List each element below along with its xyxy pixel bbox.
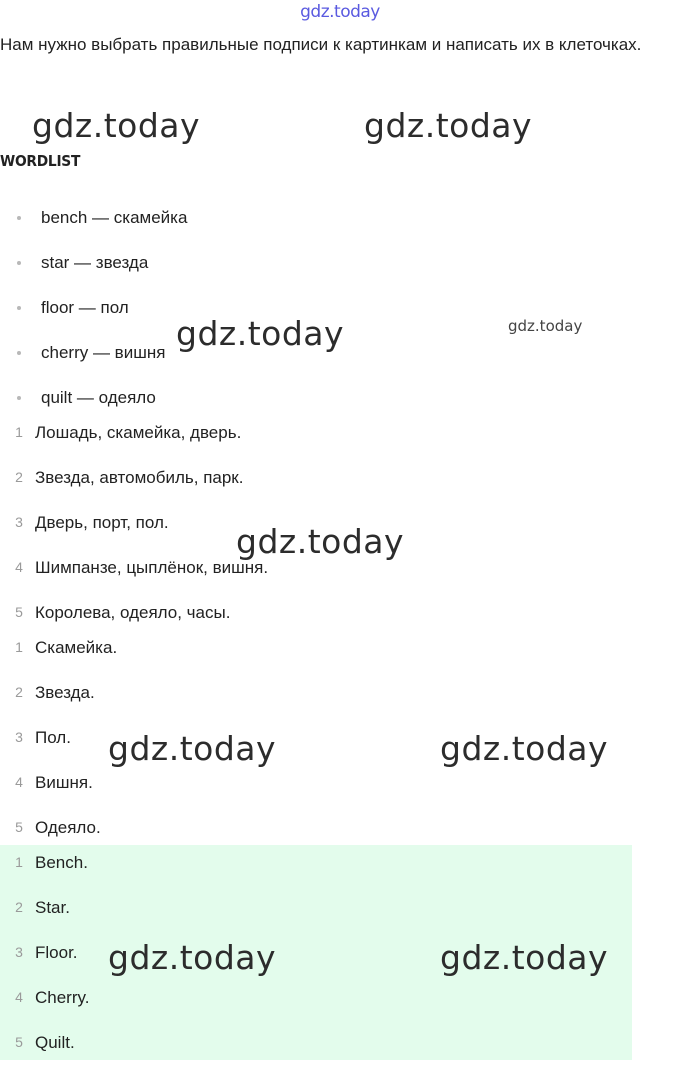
watermark: gdz.today bbox=[440, 729, 609, 768]
wordlist-item-text: floor — пол bbox=[41, 298, 129, 317]
watermark: gdz.today bbox=[176, 314, 345, 353]
wordlist-item bbox=[0, 195, 187, 240]
list-item-number: 1 bbox=[15, 854, 23, 870]
list-item-text: Скамейка. bbox=[35, 638, 118, 657]
list-item bbox=[0, 885, 89, 930]
list-item-text: Quilt. bbox=[35, 1033, 75, 1052]
list-item-number: 3 bbox=[15, 729, 23, 745]
list-item-text: Королева, одеяло, часы. bbox=[35, 603, 231, 622]
list-item bbox=[0, 545, 268, 590]
list-item-text: Star. bbox=[35, 898, 70, 917]
list-item-number: 2 bbox=[15, 899, 23, 915]
watermark: gdz.today bbox=[440, 938, 609, 977]
list-item-number: 5 bbox=[15, 604, 23, 620]
options-list bbox=[0, 410, 268, 635]
list-item-number: 2 bbox=[15, 469, 23, 485]
wordlist-item-text: cherry — вишня bbox=[41, 343, 166, 362]
list-item-text: Пол. bbox=[35, 728, 71, 747]
wordlist-item-text: quilt — одеяло bbox=[41, 388, 156, 407]
list-item-number: 2 bbox=[15, 684, 23, 700]
watermark: gdz.today bbox=[32, 106, 201, 145]
list-item-text: Вишня. bbox=[35, 773, 93, 792]
list-item-number: 3 bbox=[15, 514, 23, 530]
list-item bbox=[0, 1020, 89, 1065]
list-item bbox=[0, 455, 268, 500]
list-item-text: Одеяло. bbox=[35, 818, 101, 837]
bullet-dot-icon bbox=[17, 306, 21, 310]
bullet-dot-icon bbox=[17, 216, 21, 220]
list-item-number: 1 bbox=[15, 424, 23, 440]
list-item bbox=[0, 975, 89, 1020]
list-item-number: 5 bbox=[15, 1034, 23, 1050]
list-item bbox=[0, 715, 117, 760]
wordlist-item bbox=[0, 240, 187, 285]
list-item bbox=[0, 500, 268, 545]
watermark: gdz.today bbox=[364, 106, 533, 145]
wordlist-heading: WORDLIST bbox=[0, 152, 81, 170]
wordlist bbox=[0, 195, 187, 420]
list-item bbox=[0, 840, 89, 885]
watermark: gdz.today bbox=[108, 729, 277, 768]
wordlist-item-text: bench — скамейка bbox=[41, 208, 188, 227]
list-item-text: Дверь, порт, пол. bbox=[35, 513, 169, 532]
list-item-text: Floor. bbox=[35, 943, 78, 962]
list-item-number: 4 bbox=[15, 559, 23, 575]
list-item bbox=[0, 760, 117, 805]
watermark-small: gdz.today bbox=[508, 317, 583, 335]
list-item-number: 5 bbox=[15, 819, 23, 835]
top-watermark: gdz.today bbox=[300, 2, 380, 22]
list-item bbox=[0, 670, 117, 715]
watermark: gdz.today bbox=[236, 522, 405, 561]
list-item-number: 1 bbox=[15, 639, 23, 655]
translations-list bbox=[0, 625, 117, 850]
task-intro-text: Нам нужно выбрать правильные подписи к картинкам и написать их в клеточках. bbox=[0, 35, 642, 54]
list-item-text: Звезда. bbox=[35, 683, 95, 702]
wordlist-item bbox=[0, 330, 187, 375]
list-item-text: Bench. bbox=[35, 853, 88, 872]
list-item bbox=[0, 625, 117, 670]
list-item bbox=[0, 410, 268, 455]
list-item-number: 4 bbox=[15, 989, 23, 1005]
bullet-dot-icon bbox=[17, 351, 21, 355]
wordlist-item bbox=[0, 285, 187, 330]
list-item-text: Лошадь, скамейка, дверь. bbox=[35, 423, 242, 442]
list-item bbox=[0, 930, 89, 975]
answers-list bbox=[0, 840, 89, 1065]
bullet-dot-icon bbox=[17, 396, 21, 400]
list-item-text: Cherry. bbox=[35, 988, 90, 1007]
bullet-dot-icon bbox=[17, 261, 21, 265]
list-item-text: Звезда, автомобиль, парк. bbox=[35, 468, 244, 487]
list-item-number: 3 bbox=[15, 944, 23, 960]
watermark: gdz.today bbox=[108, 938, 277, 977]
list-item-text: Шимпанзе, цыплёнок, вишня. bbox=[35, 558, 269, 577]
list-item-number: 4 bbox=[15, 774, 23, 790]
wordlist-item-text: star — звезда bbox=[41, 253, 149, 272]
